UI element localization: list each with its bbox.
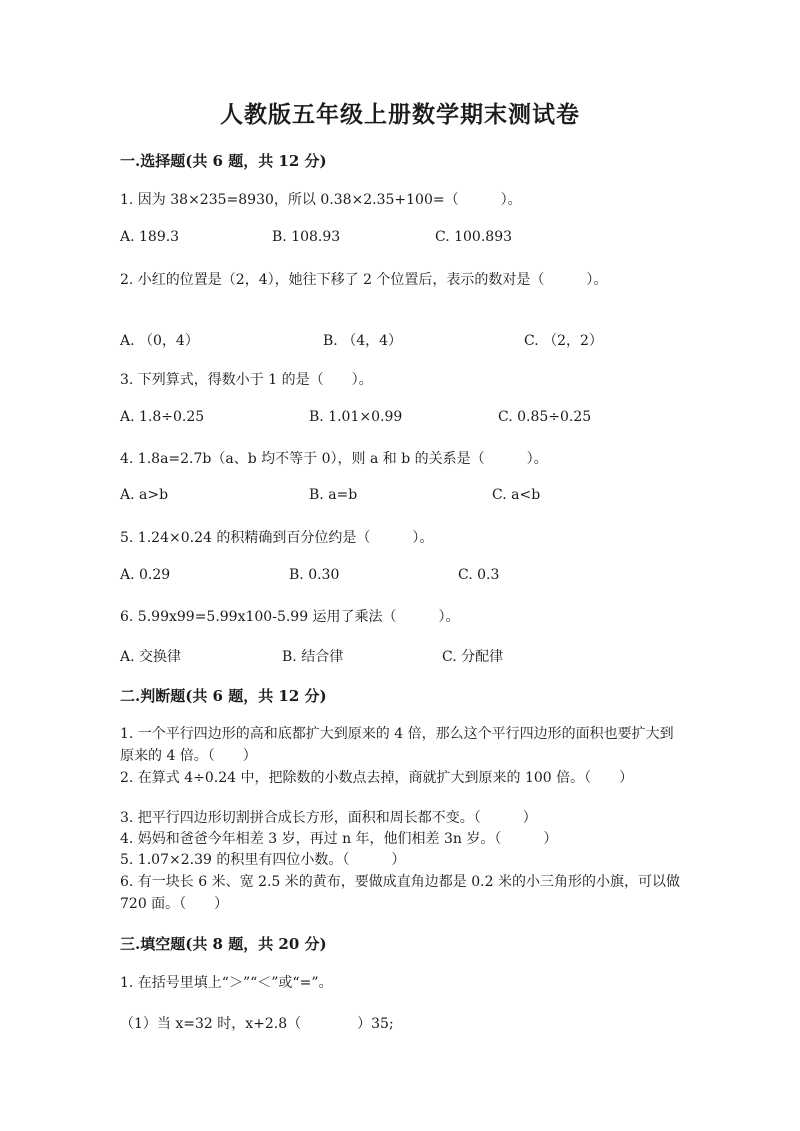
question-2: 2. 小红的位置是（2，4），她往下移了 2 个位置后，表示的数对是（ ）。	[120, 272, 608, 288]
section-heading-fill: 三.填空题(共 8 题，共 20 分)	[120, 935, 327, 953]
q3-option-b: B. 1.01×0.99	[309, 409, 403, 425]
question-4: 4. 1.8a=2.7b（a、b 均不等于 0），则 a 和 b 的关系是（ ）。	[120, 451, 548, 467]
page-title: 人教版五年级上册数学期末测试卷	[220, 101, 580, 128]
q6-option-c: C. 分配律	[442, 649, 504, 665]
q6-option-a: A. 交换律	[120, 649, 182, 665]
question-5: 5. 1.24×0.24 的积精确到百分位约是（ ）。	[120, 530, 434, 546]
q4-option-a: A. a>b	[120, 487, 169, 503]
judge-item-3: 3. 把平行四边形切割拼合成长方形，面积和周长都不变。（ ）	[120, 810, 537, 826]
q2-option-b: B. （4，4）	[323, 333, 403, 349]
q6-option-b: B. 结合律	[282, 649, 344, 665]
q5-option-b: B. 0.30	[289, 567, 340, 583]
q1-option-b: B. 108.93	[272, 229, 341, 245]
q1-option-a: A. 189.3	[120, 229, 180, 245]
q3-option-a: A. 1.8÷0.25	[120, 409, 205, 425]
judge-item-6: 6. 有一块长 6 米、宽 2.5 米的黄布，要做成直角边都是 0.2 米的小三角形的小旗，可以做 720 面。（ ）	[120, 874, 680, 912]
q4-option-b: B. a=b	[309, 487, 358, 503]
q5-option-c: C. 0.3	[458, 567, 500, 583]
question-1: 1. 因为 38×235=8930，所以 0.38×2.35+100=（ ）。	[120, 192, 522, 208]
judge-item-5: 5. 1.07×2.39 的积里有四位小数。（ ）	[120, 852, 406, 868]
judge-item-1: 1. 一个平行四边形的高和底都扩大到原来的 4 倍，那么这个平行四边形的面积也要扩大到原来的 4 倍。（ ）	[120, 726, 674, 764]
judge-item-2: 2. 在算式 4÷0.24 中，把除数的小数点去掉，商就扩大到原来的 100 倍。（ ）	[120, 770, 634, 786]
q2-option-a: A. （0，4）	[120, 333, 199, 349]
judge-item-4: 4. 妈妈和爸爸今年相差 3 岁，再过 n 年，他们相差 3n 岁。（ ）	[120, 831, 558, 847]
q3-option-c: C. 0.85÷0.25	[498, 409, 592, 425]
section-heading-judge: 二.判断题(共 6 题，共 12 分)	[120, 687, 327, 705]
section-heading-choice: 一.选择题(共 6 题，共 12 分)	[120, 152, 327, 170]
question-3: 3. 下列算式，得数小于 1 的是（ ）。	[120, 372, 373, 388]
fill-question-1: 1. 在括号里填上“＞”“＜”或“=”。	[120, 975, 333, 991]
q5-option-a: A. 0.29	[120, 567, 171, 583]
q2-option-c: C. （2，2）	[524, 333, 603, 349]
fill-question-1-sub-1: （1）当 x=32 时，x+2.8（ ）35;	[120, 1016, 394, 1032]
q4-option-c: C. a<b	[492, 487, 541, 503]
q1-option-c: C. 100.893	[435, 229, 513, 245]
question-6: 6. 5.99x99=5.99x100-5.99 运用了乘法（ ）。	[120, 609, 460, 625]
